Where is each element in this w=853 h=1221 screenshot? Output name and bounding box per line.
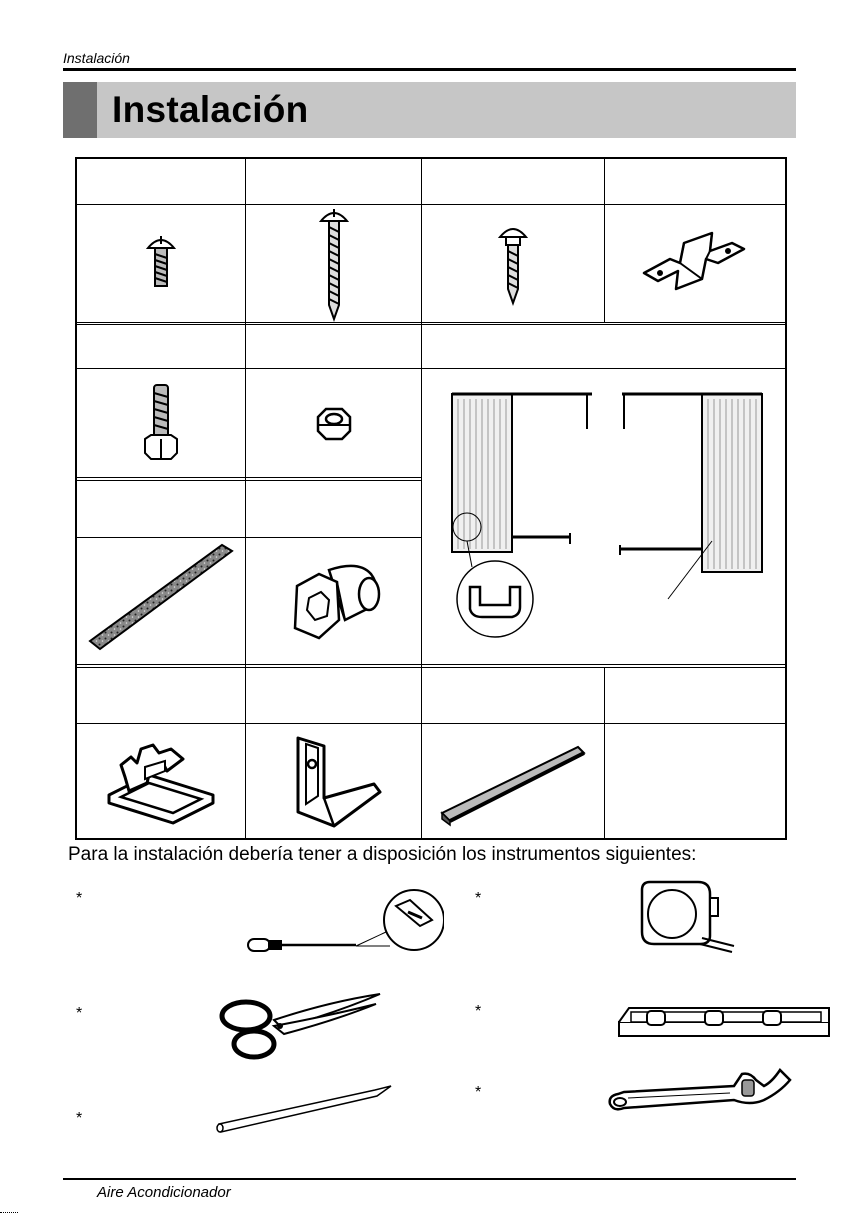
- part-l-bracket: [246, 724, 421, 840]
- hex-bolt-icon: [141, 383, 181, 463]
- drain-elbow-icon: [279, 556, 389, 646]
- scissors-icon: [218, 992, 384, 1062]
- curtain-side-panels-icon: [422, 369, 785, 664]
- table-rule: [77, 664, 785, 665]
- bullet: *: [76, 1005, 83, 1022]
- pencil-icon: [215, 1084, 395, 1134]
- bullet: *: [475, 1003, 482, 1020]
- banner-tab: [63, 82, 97, 138]
- short-screw-icon: [146, 234, 176, 294]
- tape-measure-icon: [636, 878, 736, 960]
- hex-nut-icon: [314, 403, 354, 443]
- mounting-bracket-icon: [640, 229, 750, 299]
- l-bracket-icon: [284, 732, 384, 832]
- part-frame-guide: [77, 724, 245, 840]
- part-bolt: [77, 369, 245, 477]
- part-drain-elbow: [246, 538, 421, 664]
- parts-table: [75, 157, 787, 840]
- frame-guide-icon: [101, 737, 221, 827]
- part-sash-seal: [422, 724, 604, 840]
- long-wood-screw-icon: [319, 207, 349, 321]
- footer-title: Aire Acondicionador: [97, 1184, 231, 1201]
- part-screw-medium: [422, 205, 604, 322]
- sash-seal-icon: [438, 737, 588, 827]
- running-header: Instalación: [63, 50, 130, 66]
- bullet: *: [76, 1110, 83, 1127]
- table-rule: [604, 667, 605, 840]
- footer-mark: [0, 1212, 18, 1214]
- bullet: *: [475, 890, 482, 907]
- part-foam-strip: [77, 538, 245, 664]
- part-screw-long: [246, 205, 421, 322]
- table-rule: [77, 322, 785, 323]
- table-rule: [77, 477, 421, 478]
- part-screw-short: [77, 205, 245, 322]
- part-side-panels: [422, 369, 785, 664]
- medium-screw-icon: [498, 223, 528, 305]
- bullet: *: [76, 890, 83, 907]
- level-icon: [617, 1004, 833, 1040]
- part-nut: [246, 369, 421, 477]
- adjustable-wrench-icon: [604, 1066, 800, 1116]
- foam-seal-strip-icon: [86, 541, 236, 661]
- table-rule: [77, 324, 785, 325]
- screwdriver-icon: [244, 884, 444, 960]
- footer-rule: [63, 1178, 796, 1180]
- part-bracket: [605, 205, 785, 322]
- table-rule: [77, 667, 785, 668]
- bullet: *: [475, 1084, 482, 1101]
- tools-instruction: Para la instalación debería tener a disposición los instrumentos siguientes:: [68, 844, 697, 865]
- header-rule: [63, 68, 796, 71]
- page-title: Instalación: [112, 89, 309, 130]
- table-rule: [77, 480, 421, 481]
